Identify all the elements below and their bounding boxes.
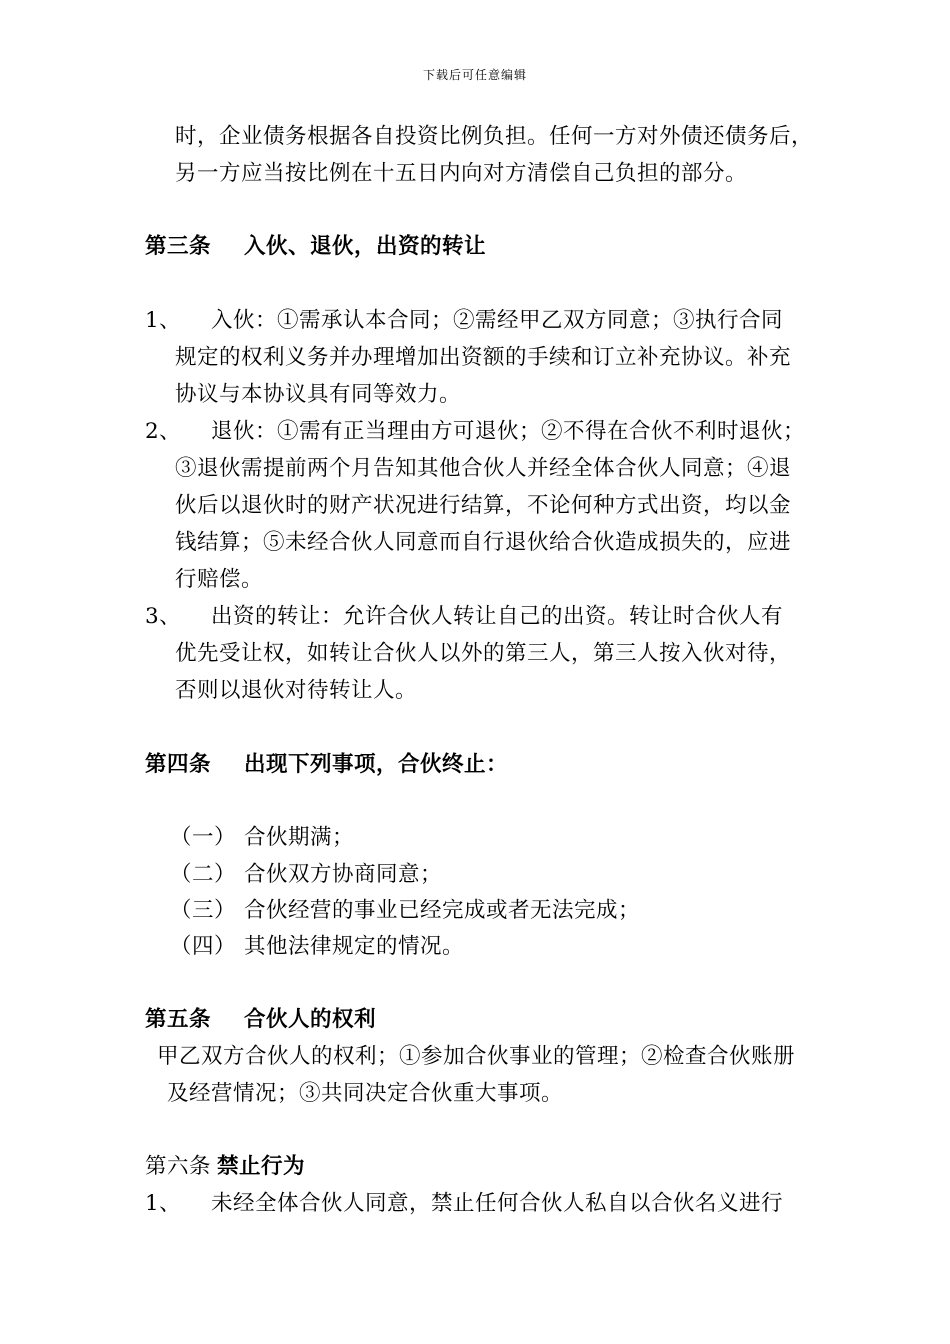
article4-heading-num: 第四条 — [145, 752, 212, 777]
article3-heading-title: 入伙、退伙，出资的转让 — [244, 234, 487, 259]
article3-item1-num: 1、 — [145, 308, 182, 333]
article5-heading-num: 第五条 — [145, 1007, 212, 1032]
article4-item-num: （四） — [170, 934, 237, 959]
article3-item2-line: 退伙：①需有正当理由方可退伙；②不得在合伙不利时退伙； — [211, 419, 806, 444]
article3-item2-line: ③退伙需提前两个月告知其他合伙人并经全体合伙人同意；④退 — [175, 456, 792, 481]
intro-line-1: 时，企业债务根据各自投资比例负担。任何一方对外债还债务后， — [175, 124, 814, 149]
article6-heading-title: 禁止行为 — [217, 1154, 306, 1179]
article3-item3-line: 优先受让权，如转让合伙人以外的第三人，第三人按入伙对待， — [175, 641, 792, 666]
article4-item-text: 合伙双方协商同意； — [244, 862, 443, 887]
article3-item2-line: 伙后以退伙时的财产状况进行结算，不论何种方式出资，均以金 — [175, 493, 792, 518]
article3-item2-num: 2、 — [145, 419, 182, 444]
article3-heading-num: 第三条 — [145, 234, 212, 259]
article3-item3-line: 否则以退伙对待转让人。 — [175, 678, 418, 703]
article3-item3-line: 出资的转让：允许合伙人转让自己的出资。转让时合伙人有 — [211, 604, 784, 629]
article3-item2-line: 行赔偿。 — [175, 567, 264, 592]
article6-item1-line: 未经全体合伙人同意，禁止任何合伙人私自以合伙名义进行 — [211, 1191, 784, 1216]
page-header: 下载后可任意编辑 — [422, 68, 527, 82]
article4-item-num: （三） — [170, 898, 237, 923]
article5-line: 甲乙双方合伙人的权利；①参加合伙事业的管理；②检查合伙账册 — [157, 1044, 796, 1069]
article4-item-text: 合伙经营的事业已经完成或者无法完成； — [244, 898, 641, 923]
article4-item-text: 其他法律规定的情况。 — [244, 934, 465, 959]
article3-item1-line: 入伙：①需承认本合同；②需经甲乙双方同意；③执行合同 — [211, 308, 784, 333]
article4-heading-title: 出现下列事项，合伙终止： — [244, 752, 509, 777]
article6-heading-num: 第六条 — [145, 1154, 212, 1179]
article5-heading-title: 合伙人的权利 — [244, 1007, 377, 1032]
article4-item-num: （一） — [170, 825, 237, 850]
article3-item2-line: 钱结算；⑤未经合伙人同意而自行退伙给合伙造成损失的，应进 — [175, 530, 792, 555]
intro-line-2: 另一方应当按比例在十五日内向对方清偿自己负担的部分。 — [175, 161, 748, 186]
article3-item1-line: 协议与本协议具有同等效力。 — [175, 382, 462, 407]
article3-item3-num: 3、 — [145, 604, 182, 629]
article4-item-text: 合伙期满； — [244, 825, 355, 850]
article3-item1-line: 规定的权利义务并办理增加出资额的手续和订立补充协议。补充 — [175, 345, 792, 370]
article6-item1-num: 1、 — [145, 1191, 182, 1216]
article4-item-num: （二） — [170, 862, 237, 887]
article5-line: 及经营情况；③共同决定合伙重大事项。 — [167, 1081, 564, 1106]
